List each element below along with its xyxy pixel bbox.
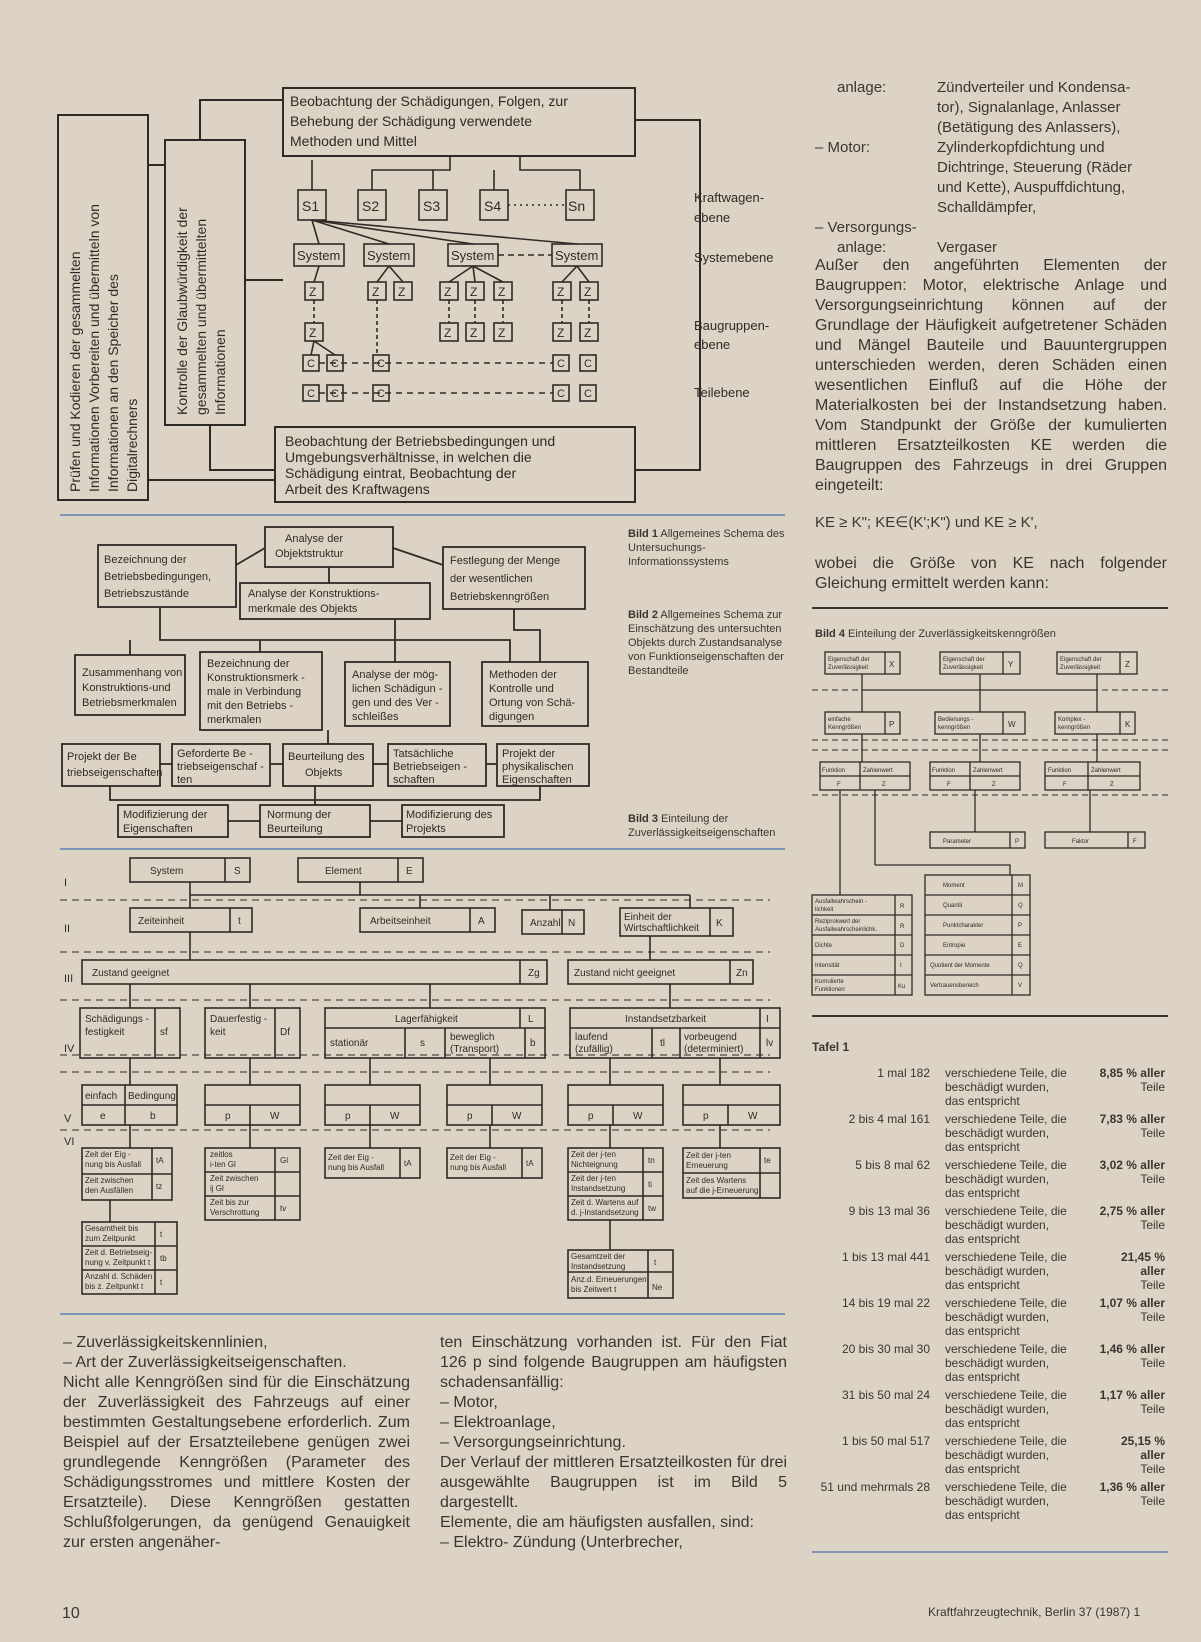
svg-text:Zeit der j-tenErneuerung: Zeit der j-ten Erneuerung	[686, 1151, 731, 1170]
box-dauer: Dauerfestig -keit	[210, 1014, 268, 1038]
svg-text:Df: Df	[280, 1027, 290, 1038]
svg-text:Teilebene: Teilebene	[694, 385, 750, 400]
svg-text:Zeit bis zurVerschrottung: Zeit bis zur Verschrottung	[210, 1198, 260, 1217]
svg-text:tz: tz	[156, 1182, 163, 1191]
svg-text:tl: tl	[660, 1038, 665, 1049]
svg-text:C: C	[377, 358, 385, 370]
tafel-count: 14 bis 19 mal 22	[841, 1296, 930, 1310]
svg-text:Bedingung: Bedingung	[128, 1091, 176, 1102]
table-row	[810, 1296, 1165, 1342]
svg-text:Z: Z	[882, 782, 886, 788]
caption-bild3: Bild 3 Einteilung der Zuverlässigkeitseigenschaften	[628, 813, 776, 839]
svg-text:System: System	[555, 248, 599, 263]
page-number: 10	[62, 1605, 80, 1622]
table-row	[810, 1158, 1165, 1204]
svg-text:Entropie: Entropie	[943, 943, 966, 949]
tafel-desc: verschiedene Teile, die beschädigt wurden, das entspricht	[945, 1296, 1067, 1338]
svg-text:Gesamtheit biszum Zeitpunkt: Gesamtheit bis zum Zeitpunkt	[85, 1224, 139, 1243]
svg-text:Zeit der j-tenInstandsetzung: Zeit der j-ten Instandsetzung	[571, 1174, 626, 1193]
box-zusammenhang: Zusammenhang von Konstruktions-und Betriebsmerkmalen	[82, 667, 183, 709]
svg-text:Z: Z	[470, 326, 478, 340]
svg-text:Kraftwagen-: Kraftwagen-	[694, 190, 765, 205]
svg-text:Z: Z	[584, 285, 592, 299]
right-paragraph: Außer den angeführten Elementen der Baugruppen: Motor, elektrische Anlage und Versorgungseinrichtung können auf der Grundlage der Häufigkeit aufgetretener Schäden und Mängel Bauteile und Bauuntergruppen unterschieden werden, deren Schäden einen wesentlichen Einfluß auf die Höhe der Materialkosten bei der Instandsetzung haben. Vom Standpunkt der Größe der kumulierten mittleren Ersatzteilkosten KE werden die Baugruppen des Fahrzeugs in drei Gruppen eingeteilt:	[815, 257, 1167, 494]
svg-text:Zeit zwischenij Gl: Zeit zwischen ij Gl	[210, 1174, 259, 1193]
svg-text:KumulierteFunktionen: Kumulierte Funktionen	[815, 979, 845, 993]
svg-text:Funktion: Funktion	[932, 768, 956, 774]
svg-text:P: P	[889, 720, 895, 729]
svg-text:S2: S2	[362, 198, 380, 214]
box-methoden-kontrolle: Methoden der Kontrolle und Ortung von Schä-digungen	[489, 669, 576, 723]
svg-text:P: P	[1018, 923, 1023, 929]
svg-text:F: F	[837, 782, 841, 788]
caption-bild1: Bild 1 Allgemeines Schema des Untersuchungs-Informationssystems	[628, 528, 785, 568]
svg-text:b: b	[150, 1111, 156, 1122]
table-row	[810, 1480, 1165, 1526]
svg-text:R: R	[900, 904, 905, 910]
right-column-list: anlage: Zündverteiler und Kondensa- tor), Signalanlage, Anlasser (Betätigung des Anlassers), – Motor: Zylinderkopfdichtung und Dichtringe, Steuerung (Räder und Kette), Auspuffdichtung, Schalldämpfer, – Versorgungs- anlage: Vergaser	[815, 79, 1133, 256]
svg-text:S4: S4	[484, 198, 502, 214]
svg-text:ti: ti	[648, 1180, 652, 1189]
svg-text:Z: Z	[444, 326, 452, 340]
svg-text:C: C	[307, 388, 315, 400]
svg-text:Funktion: Funktion	[822, 768, 846, 774]
svg-text:S3: S3	[423, 198, 441, 214]
svg-text:Z: Z	[1110, 782, 1114, 788]
table-row	[810, 1250, 1165, 1296]
table-row	[810, 1066, 1165, 1112]
svg-text:Z: Z	[398, 285, 406, 299]
svg-text:p: p	[588, 1111, 594, 1122]
caption-bild2: Bild 2 Allgemeines Schema zur Einschätzung des untersuchten Objekts durch Zustandsanalyse von Funktionseigenschaften der Bestandteile	[628, 609, 784, 677]
box-tatsaechliche: Tatsächliche Betriebseigen -schaften	[393, 748, 467, 786]
svg-text:Z: Z	[992, 782, 996, 788]
tafel-percent: 1,36 % aller Teile	[1099, 1480, 1165, 1508]
svg-text:W: W	[748, 1111, 758, 1122]
svg-text:Quotient der Momente: Quotient der Momente	[930, 963, 990, 969]
tafel-count: 5 bis 8 mal 62	[855, 1158, 930, 1172]
tafel-desc: verschiedene Teile, die beschädigt wurden, das entspricht	[945, 1158, 1067, 1200]
svg-text:C: C	[307, 358, 315, 370]
tafel-count: 31 bis 50 mal 24	[841, 1388, 930, 1402]
parameter-label: Parameter	[943, 839, 972, 845]
svg-text:P: P	[1015, 839, 1020, 845]
rule-right-2	[812, 1015, 1168, 1017]
box-betriebsbedingungen: Bezeichnung der Betriebsbedingungen, Betriebszustände	[104, 554, 212, 600]
tafel-desc: verschiedene Teile, die beschädigt wurden, das entspricht	[945, 1342, 1067, 1384]
svg-text:zeitlosi-ten Gl: zeitlos i-ten Gl	[210, 1150, 236, 1169]
svg-text:Bedienungs -kenngrößen: Bedienungs -kenngrößen	[938, 717, 974, 731]
box-zustand-nicht: Zustand nicht geeignet	[574, 968, 676, 979]
box-geforderte: Geforderte Be -triebseigenschaf -ten	[177, 748, 264, 786]
svg-text:Anz.d. Erneuerungenbis Zeitwer: Anz.d. Erneuerungen bis Zeitwert t	[571, 1275, 647, 1294]
roman-5: V	[64, 1113, 72, 1125]
svg-text:einfacheKenngrößen: einfache Kenngrößen	[828, 717, 862, 731]
svg-text:M: M	[1018, 883, 1023, 889]
svg-text:Zeit der Eig -nung bis Ausfall: Zeit der Eig -nung bis Ausfall	[328, 1153, 385, 1172]
svg-text:V: V	[1018, 983, 1023, 989]
svg-text:W: W	[270, 1111, 280, 1122]
svg-text:Baugruppen-: Baugruppen-	[694, 318, 770, 333]
box-festlegung: Festlegung der Menge der wesentlichen Betriebskenngrößen	[450, 555, 561, 603]
bottom-mid-text: ten Einschätzung vorhanden ist. Für den Fiat 126 p sind folgende Baugruppen am häufigsten schadensanfällig: – Motor, – Elektroanlage, – Versorgungseinrichtung. Der Verlauf der mittleren Ersatzteilkosten für drei ausgewählte Baugruppen ist im Bild 5 dargestellt. Elemente, die am häufigsten ausfallen, sind: – Elektro- Zündung (Unterbrecher,	[440, 1334, 787, 1551]
box-system: System	[150, 866, 184, 877]
svg-text:Komplex -kenngrößen: Komplex -kenngrößen	[1058, 717, 1091, 731]
svg-text:K: K	[1125, 720, 1131, 729]
roman-4: IV	[64, 1043, 75, 1055]
tafel-percent: 7,83 % aller Teile	[1099, 1112, 1165, 1140]
svg-text:Zahlenwert: Zahlenwert	[863, 768, 893, 774]
svg-text:Vertrauensbereich: Vertrauensbereich	[930, 983, 979, 989]
tafel-count: 1 bis 50 mal 517	[841, 1434, 930, 1448]
svg-text:ebene: ebene	[694, 337, 731, 352]
tafel-desc: verschiedene Teile, die beschädigt wurden, das entspricht	[945, 1066, 1067, 1108]
svg-text:X: X	[889, 660, 895, 669]
svg-text:Zeit d. Wartens aufd. j-Instan: Zeit d. Wartens auf d. j-Instandsetzung	[571, 1198, 639, 1217]
svg-text:A: A	[478, 916, 485, 927]
svg-text:System: System	[367, 248, 411, 263]
svg-text:t: t	[654, 1258, 657, 1267]
tafel-desc: verschiedene Teile, die beschädigt wurden, das entspricht	[945, 1250, 1067, 1292]
svg-text:t: t	[160, 1230, 163, 1239]
svg-text:System: System	[297, 248, 341, 263]
svg-text:E: E	[406, 866, 413, 877]
svg-text:Zg: Zg	[528, 968, 540, 979]
caption-bild4: Bild 4 Einteilung der Zuverlässigkeitskenngrößen	[815, 628, 1056, 640]
svg-text:C: C	[331, 388, 339, 400]
svg-text:Z: Z	[1125, 660, 1130, 669]
tafel-percent: 25,15 % aller Teile	[1120, 1434, 1165, 1476]
tafel-count: 9 bis 13 mal 36	[848, 1204, 930, 1218]
tafel-percent: 8,85 % aller Teile	[1099, 1066, 1165, 1094]
svg-text:Gl: Gl	[280, 1156, 288, 1165]
svg-text:Z: Z	[557, 285, 565, 299]
box-element: Element	[325, 866, 362, 877]
tafel-percent: 1,17 % aller Teile	[1099, 1388, 1165, 1416]
svg-text:tA: tA	[526, 1159, 534, 1168]
tafel-count: 1 mal 182	[877, 1066, 930, 1080]
svg-text:tw: tw	[648, 1204, 656, 1213]
box-modifizierung-proj: Modifizierung des Projekts	[406, 809, 493, 835]
box-zustand-geeignet: Zustand geeignet	[92, 968, 170, 979]
tafel-count: 2 bis 4 mal 161	[848, 1112, 930, 1126]
svg-text:R: R	[900, 924, 905, 930]
svg-text:W: W	[390, 1111, 400, 1122]
tafel-percent: 2,75 % aller Teile	[1099, 1204, 1165, 1232]
svg-text:D: D	[900, 943, 905, 949]
svg-text:Z: Z	[498, 285, 506, 299]
svg-text:N: N	[568, 918, 576, 929]
svg-text:tA: tA	[404, 1159, 412, 1168]
top-box-text: Beobachtung der Schädigungen, Folgen, zur Behebung der Schädigung verwendete Methoden und Mittel	[290, 93, 568, 149]
box-beurteilung-objekt: Beurteilung des Objekts	[288, 751, 365, 779]
svg-text:laufend(zufällig): laufend (zufällig)	[575, 1032, 613, 1055]
svg-text:E: E	[1018, 943, 1023, 949]
svg-text:Z: Z	[470, 285, 478, 299]
roman-2: II	[64, 923, 71, 935]
box-lager: Lagerfähigkeit	[395, 1014, 458, 1025]
tafel-percent: 21,45 % aller Teile	[1120, 1250, 1165, 1292]
svg-text:L: L	[528, 1014, 534, 1025]
box-konstruktionsmerkmale: Analyse der Konstruktions-merkmale des Objekts	[248, 588, 380, 615]
svg-text:System: System	[451, 248, 495, 263]
svg-text:F: F	[1133, 839, 1137, 845]
box-projekt-betrieb: Projekt der Be triebseigenschaften	[67, 751, 163, 779]
svg-text:Y: Y	[1008, 660, 1014, 669]
svg-text:C: C	[557, 388, 565, 400]
box-modifizierung-eig: Modifizierung der Eigenschaften	[123, 809, 208, 835]
svg-text:C: C	[377, 388, 385, 400]
svg-text:C: C	[331, 358, 339, 370]
svg-text:Funktion: Funktion	[1048, 768, 1072, 774]
svg-text:Moment: Moment	[943, 883, 965, 889]
svg-text:lv: lv	[766, 1038, 774, 1049]
svg-text:Z: Z	[444, 285, 452, 299]
tafel-title: Tafel 1	[812, 1040, 850, 1054]
svg-text:einfach: einfach	[85, 1091, 118, 1102]
svg-text:Zeit der j-tenNichteignung: Zeit der j-ten Nichteignung	[571, 1150, 618, 1169]
svg-text:C: C	[557, 358, 565, 370]
svg-text:Ausfallwahrschein -lichkeit: Ausfallwahrschein -lichkeit	[815, 899, 868, 913]
svg-text:s: s	[420, 1038, 425, 1049]
svg-text:Zeit zwischenden Ausfällen: Zeit zwischen den Ausfällen	[85, 1176, 134, 1195]
svg-text:Z: Z	[309, 326, 317, 340]
svg-text:K: K	[716, 918, 723, 929]
tafel-1	[810, 1066, 1165, 1526]
box-wirtschaft: Einheit der Wirtschaftlichkeit	[624, 912, 700, 934]
tafel-count: 1 bis 13 mal 441	[841, 1250, 930, 1264]
svg-text:e: e	[100, 1111, 106, 1122]
svg-text:C: C	[584, 358, 592, 370]
tafel-percent: 1,46 % aller Teile	[1099, 1342, 1165, 1370]
right-paragraph-2: wobei die Größe von KE nach folgender Gleichung ermittelt werden kann:	[815, 555, 1167, 592]
svg-text:tA: tA	[156, 1156, 164, 1165]
svg-text:Dichte: Dichte	[815, 943, 833, 949]
svg-text:C: C	[584, 388, 592, 400]
svg-text:I: I	[766, 1014, 769, 1025]
svg-text:sf: sf	[160, 1027, 168, 1038]
box-arbeitseinheit: Arbeitseinheit	[370, 916, 431, 927]
svg-text:Zahlenwert: Zahlenwert	[973, 768, 1003, 774]
svg-text:Intensität: Intensität	[815, 963, 840, 969]
svg-text:F: F	[947, 782, 951, 788]
svg-text:S: S	[234, 866, 241, 877]
tafel-percent: 1,07 % aller Teile	[1099, 1296, 1165, 1324]
tafel-count: 51 und mehrmals 28	[820, 1480, 930, 1494]
box-objektstruktur: Analyse der Objektstruktur	[275, 533, 344, 560]
svg-text:p: p	[225, 1111, 231, 1122]
svg-text:Q: Q	[1018, 903, 1023, 909]
svg-text:p: p	[703, 1111, 709, 1122]
svg-text:tb: tb	[160, 1254, 167, 1263]
svg-text:p: p	[345, 1111, 351, 1122]
rule-right-3	[812, 1551, 1168, 1553]
svg-text:Sn: Sn	[568, 198, 586, 214]
svg-text:W: W	[633, 1111, 643, 1122]
svg-text:W: W	[1008, 720, 1016, 729]
svg-text:Systemebene: Systemebene	[694, 250, 774, 265]
box-instand: Instandsetzbarkeit	[625, 1014, 707, 1025]
svg-text:Z: Z	[498, 326, 506, 340]
vertical-text-left: Prüfen und Kodieren der gesammelten Informationen Vorbereiten und übermitteln von Informationen an den Speicher des Digitalrechners	[67, 204, 140, 492]
svg-text:Zn: Zn	[736, 968, 748, 979]
svg-text:Z: Z	[309, 285, 317, 299]
svg-text:beweglich(Transport): beweglich (Transport)	[450, 1032, 500, 1055]
svg-text:Anzahl d. Schädenbis z. Zeitpu: Anzahl d. Schäden bis z. Zeitpunkt t	[85, 1272, 153, 1291]
svg-text:Zahlenwert: Zahlenwert	[1091, 768, 1121, 774]
svg-text:tv: tv	[280, 1204, 287, 1213]
box-normung: Normung der Beurteilung	[267, 809, 332, 835]
svg-text:Eigenschaft derZuverlässigkeit: Eigenschaft der Zuverlässigkeit	[828, 657, 870, 671]
table-row	[810, 1388, 1165, 1434]
tafel-desc: verschiedene Teile, die beschädigt wurden, das entspricht	[945, 1204, 1067, 1246]
svg-text:Zeit d. Betriebseig-nung v. Ze: Zeit d. Betriebseig-nung v. Zeitpunkt t	[85, 1248, 153, 1267]
svg-text:Quantil: Quantil	[943, 903, 963, 909]
svg-text:S1: S1	[302, 198, 320, 214]
box-zeiteinheit: Zeiteinheit	[138, 916, 185, 927]
svg-text:t: t	[238, 916, 241, 927]
svg-text:te: te	[764, 1156, 771, 1165]
svg-text:Punktcharakter: Punktcharakter	[943, 923, 984, 929]
bottom-box-text: Beobachtung der Betriebsbedingungen und Umgebungsverhältnisse, in welchen die Schädigung eintrat, Beobachtung der Arbeit des Kraftwagens	[285, 433, 556, 497]
tafel-desc: verschiedene Teile, die beschädigt wurden, das entspricht	[945, 1434, 1067, 1476]
svg-text:p: p	[467, 1111, 473, 1122]
svg-text:tn: tn	[648, 1156, 655, 1165]
roman-3: III	[64, 973, 74, 985]
box-anzahl: Anzahl	[530, 918, 561, 929]
svg-text:Ne: Ne	[652, 1283, 663, 1292]
svg-text:I: I	[900, 963, 902, 969]
svg-text:Zeit des Wartensauf die j-Erne: Zeit des Wartens auf die j-Erneuerung	[686, 1176, 759, 1195]
svg-text:vorbeugend(determiniert): vorbeugend (determiniert)	[684, 1032, 744, 1055]
svg-text:b: b	[530, 1038, 536, 1049]
svg-text:Z: Z	[584, 326, 592, 340]
table-row	[810, 1112, 1165, 1158]
svg-text:F: F	[1063, 782, 1067, 788]
table-row	[810, 1342, 1165, 1388]
table-row	[810, 1204, 1165, 1250]
roman-1: I	[64, 877, 68, 889]
svg-text:Eigenschaft derZuverlässigkeit: Eigenschaft der Zuverlässigkeit	[1060, 657, 1102, 671]
svg-text:Gesamtzeit derInstandsetzung: Gesamtzeit der Instandsetzung	[571, 1252, 626, 1271]
roman-6: VI	[64, 1136, 75, 1148]
table-row	[810, 1434, 1165, 1480]
tafel-desc: verschiedene Teile, die beschädigt wurden, das entspricht	[945, 1388, 1067, 1430]
svg-text:Z: Z	[372, 285, 380, 299]
tafel-desc: verschiedene Teile, die beschädigt wurden, das entspricht	[945, 1112, 1067, 1154]
box-analyse-schaedigung: Analyse der mög-lichen Schädigun -gen und des Ver -schleißes	[352, 669, 443, 723]
svg-text:Zeit der Eig -nung bis Ausfall: Zeit der Eig -nung bis Ausfall	[450, 1153, 507, 1172]
svg-text:ebene: ebene	[694, 210, 731, 225]
svg-text:W: W	[512, 1111, 522, 1122]
journal-line: Kraftfahrzeugtechnik, Berlin 37 (1987) 1	[928, 1605, 1141, 1619]
box-bezeichnung-konstruktion: Bezeichnung der Konstruktionsmerk -male in Verbindung mit den Betriebs -merkmalen	[207, 658, 305, 726]
vertical-text-mid: Kontrolle der Glaubwürdigkeit der gesammelten und übermittelten Informationen	[174, 207, 228, 415]
bottom-left-text: – Zuverlässigkeitskennlinien, – Art der Zuverlässigkeitseigenschaften. Nicht alle Kenngrößen sind für die Einschätzung der Zuverlässigkeit des Fahrzeugs auf einer bestimmten Gestaltungsebene erforderlich. Zum Beispiel auf der Ersatzteilebene genügen zwei grundlegende Kenngrößen (Parameter des Schädigungsstromes und mittlere Kosten der Ersatzteile). Diese Kenngrößen gestatten Schlußfolgerungen, da genügend Genauigkeit zur ersten angenäher-	[63, 1334, 410, 1551]
tafel-count: 20 bis 30 mal 30	[841, 1342, 930, 1356]
svg-text:Eigenschaft derZuverlässigkeit: Eigenschaft der Zuverlässigkeit	[943, 657, 985, 671]
faktor-label: Faktor	[1072, 839, 1090, 845]
svg-text:t: t	[160, 1278, 163, 1287]
tafel-desc: verschiedene Teile, die beschädigt wurden, das entspricht	[945, 1480, 1067, 1522]
box-projekt-physik: Projekt der physikalischen Eigenschaften	[502, 748, 574, 786]
tafel-percent: 3,02 % aller Teile	[1099, 1158, 1165, 1186]
svg-text:Z: Z	[557, 326, 565, 340]
svg-text:Reziprokwert derAusfallwahrsch: Reziprokwert der Ausfallwahrscheinlichk.	[815, 919, 878, 933]
svg-text:stationär: stationär	[330, 1038, 369, 1049]
formula: KE ≥ K"; KE∈(K';K") und KE ≥ K',	[815, 514, 1038, 531]
svg-text:Zeit der Eig -nung bis Ausfall: Zeit der Eig -nung bis Ausfall	[85, 1150, 142, 1169]
svg-text:Q: Q	[1018, 963, 1023, 969]
svg-text:Ku: Ku	[898, 984, 906, 990]
box-schaedigung: Schädigungs -festigkeit	[85, 1014, 149, 1038]
